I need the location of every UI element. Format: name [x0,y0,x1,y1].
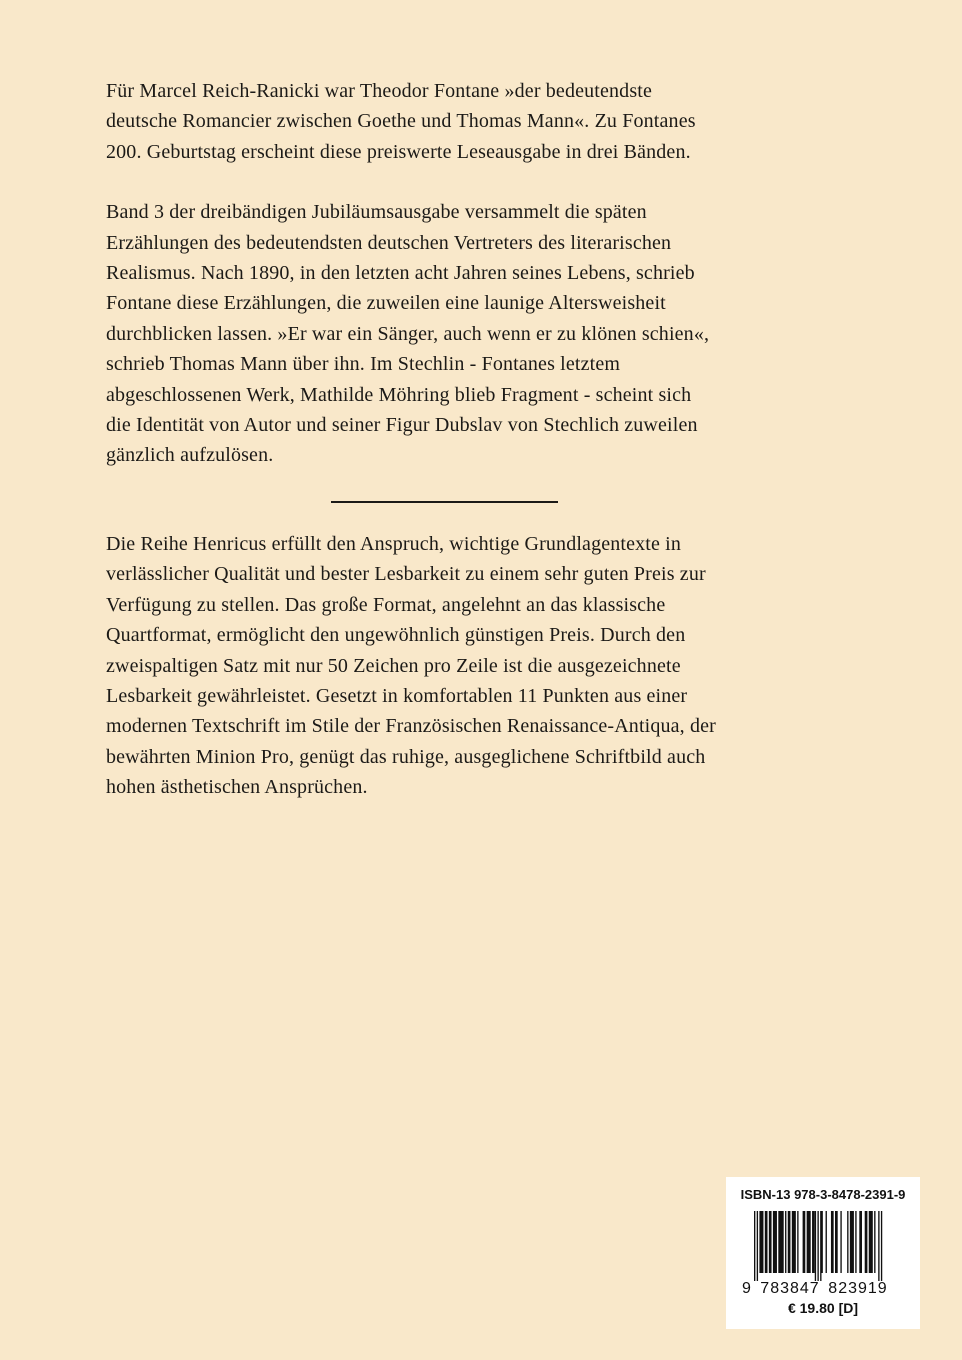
barcode-bar [826,1211,827,1273]
barcode-bar [785,1211,786,1273]
barcode-bar [850,1211,854,1273]
price-label: € 19.80 [D] [787,1300,859,1316]
barcode-bar [803,1211,806,1273]
barcode-bar [769,1211,772,1273]
barcode-bar [773,1211,777,1273]
barcode-bar [817,1211,818,1281]
barcode-bar [859,1211,862,1273]
barcode-bar [847,1211,848,1273]
barcode-icon [738,1211,910,1297]
isbn-label: ISBN-13 978-3-8478-2391-9 [740,1187,906,1202]
barcode-bar [855,1211,856,1273]
barcode-bar [878,1211,879,1281]
barcode-bar [869,1211,873,1273]
description-paragraph: Band 3 der dreibändigen Jubiläumsausgabe versammelt die späten Erzählungen des bedeutendsten deutschen Vertreters des literarischen Realismus. Nach 1890, in den letzten acht Jahren seines Lebens, schrieb Fontane diese Erzählungen, die zuweilen eine launige Altersweisheit durchblicken lassen. »Er war ein Sänger, auch wenn er zu klönen schien«, schrieb Thomas Mann über ihn. Im Stechlin - Fontanes letztem abgeschlossenen Werk, Mathilde Möhring blieb Fragment - scheint sich die Identität von Autor und seiner Figur Dubslav von Stechlich zuweilen gänzlich aufzulösen. [106,201,710,467]
barcode-bar [840,1211,841,1273]
series-paragraph: Die Reihe Henricus erfüllt den Anspruch, wichtige Grundlagentexte in verlässlicher Qualität und bester Lesbarkeit zu einem sehr guten Preis zur Verfügung zu stellen. Das große Format, angelehnt an das klassische Quartformat, ermöglicht den ungewöhnlich günstigen Preis. Durch den zweispaltigen Satz mit nur 50 Zeichen pro Zeile ist die ausgezeichnete Lesbarkeit gewährleistet. Gesetzt in komfortablen 11 Punkten aus einer modernen Textschrift im Stile der Französischen Renaissance-Antiqua, der bewährten Minion Pro, genügt das ruhige, ausgeglichene Schriftbild auch hohen ästhetischen Ansprüchen. [106,533,716,799]
barcode-bar [778,1211,783,1273]
barcode-bar [815,1211,816,1281]
section-divider [331,501,558,503]
barcode-box [726,1177,920,1329]
series-text [106,529,826,803]
barcode-bar [757,1211,758,1281]
barcode-bar [759,1211,763,1273]
barcode-bar [788,1211,791,1273]
barcode-bar [765,1211,768,1273]
barcode-bar [807,1211,811,1273]
barcode-bar [822,1211,823,1273]
barcode-digits-left: 783847 [760,1280,820,1297]
barcode-bar [754,1211,755,1281]
barcode-bar [865,1211,868,1273]
barcode-digit-first: 9 [742,1280,751,1297]
barcode-bar [797,1211,798,1273]
barcode-bar [881,1211,882,1281]
barcode-bar [835,1211,838,1273]
intro-paragraph: Für Marcel Reich-Ranicki war Theodor Fontane »der bedeutendste deutsche Romancier zwischen Goethe und Thomas Mann«. Zu Fontanes 200. Geburtstag erscheint diese preiswerte Leseausgabe in drei Bänden. [106,80,696,163]
barcode-digits-right: 823919 [828,1280,888,1297]
blurb-text [106,76,806,471]
barcode-bar [792,1211,796,1273]
barcode-bar [874,1211,875,1273]
barcode-bar [831,1211,834,1273]
barcode-bar [812,1211,815,1273]
barcode-bar [820,1211,821,1281]
